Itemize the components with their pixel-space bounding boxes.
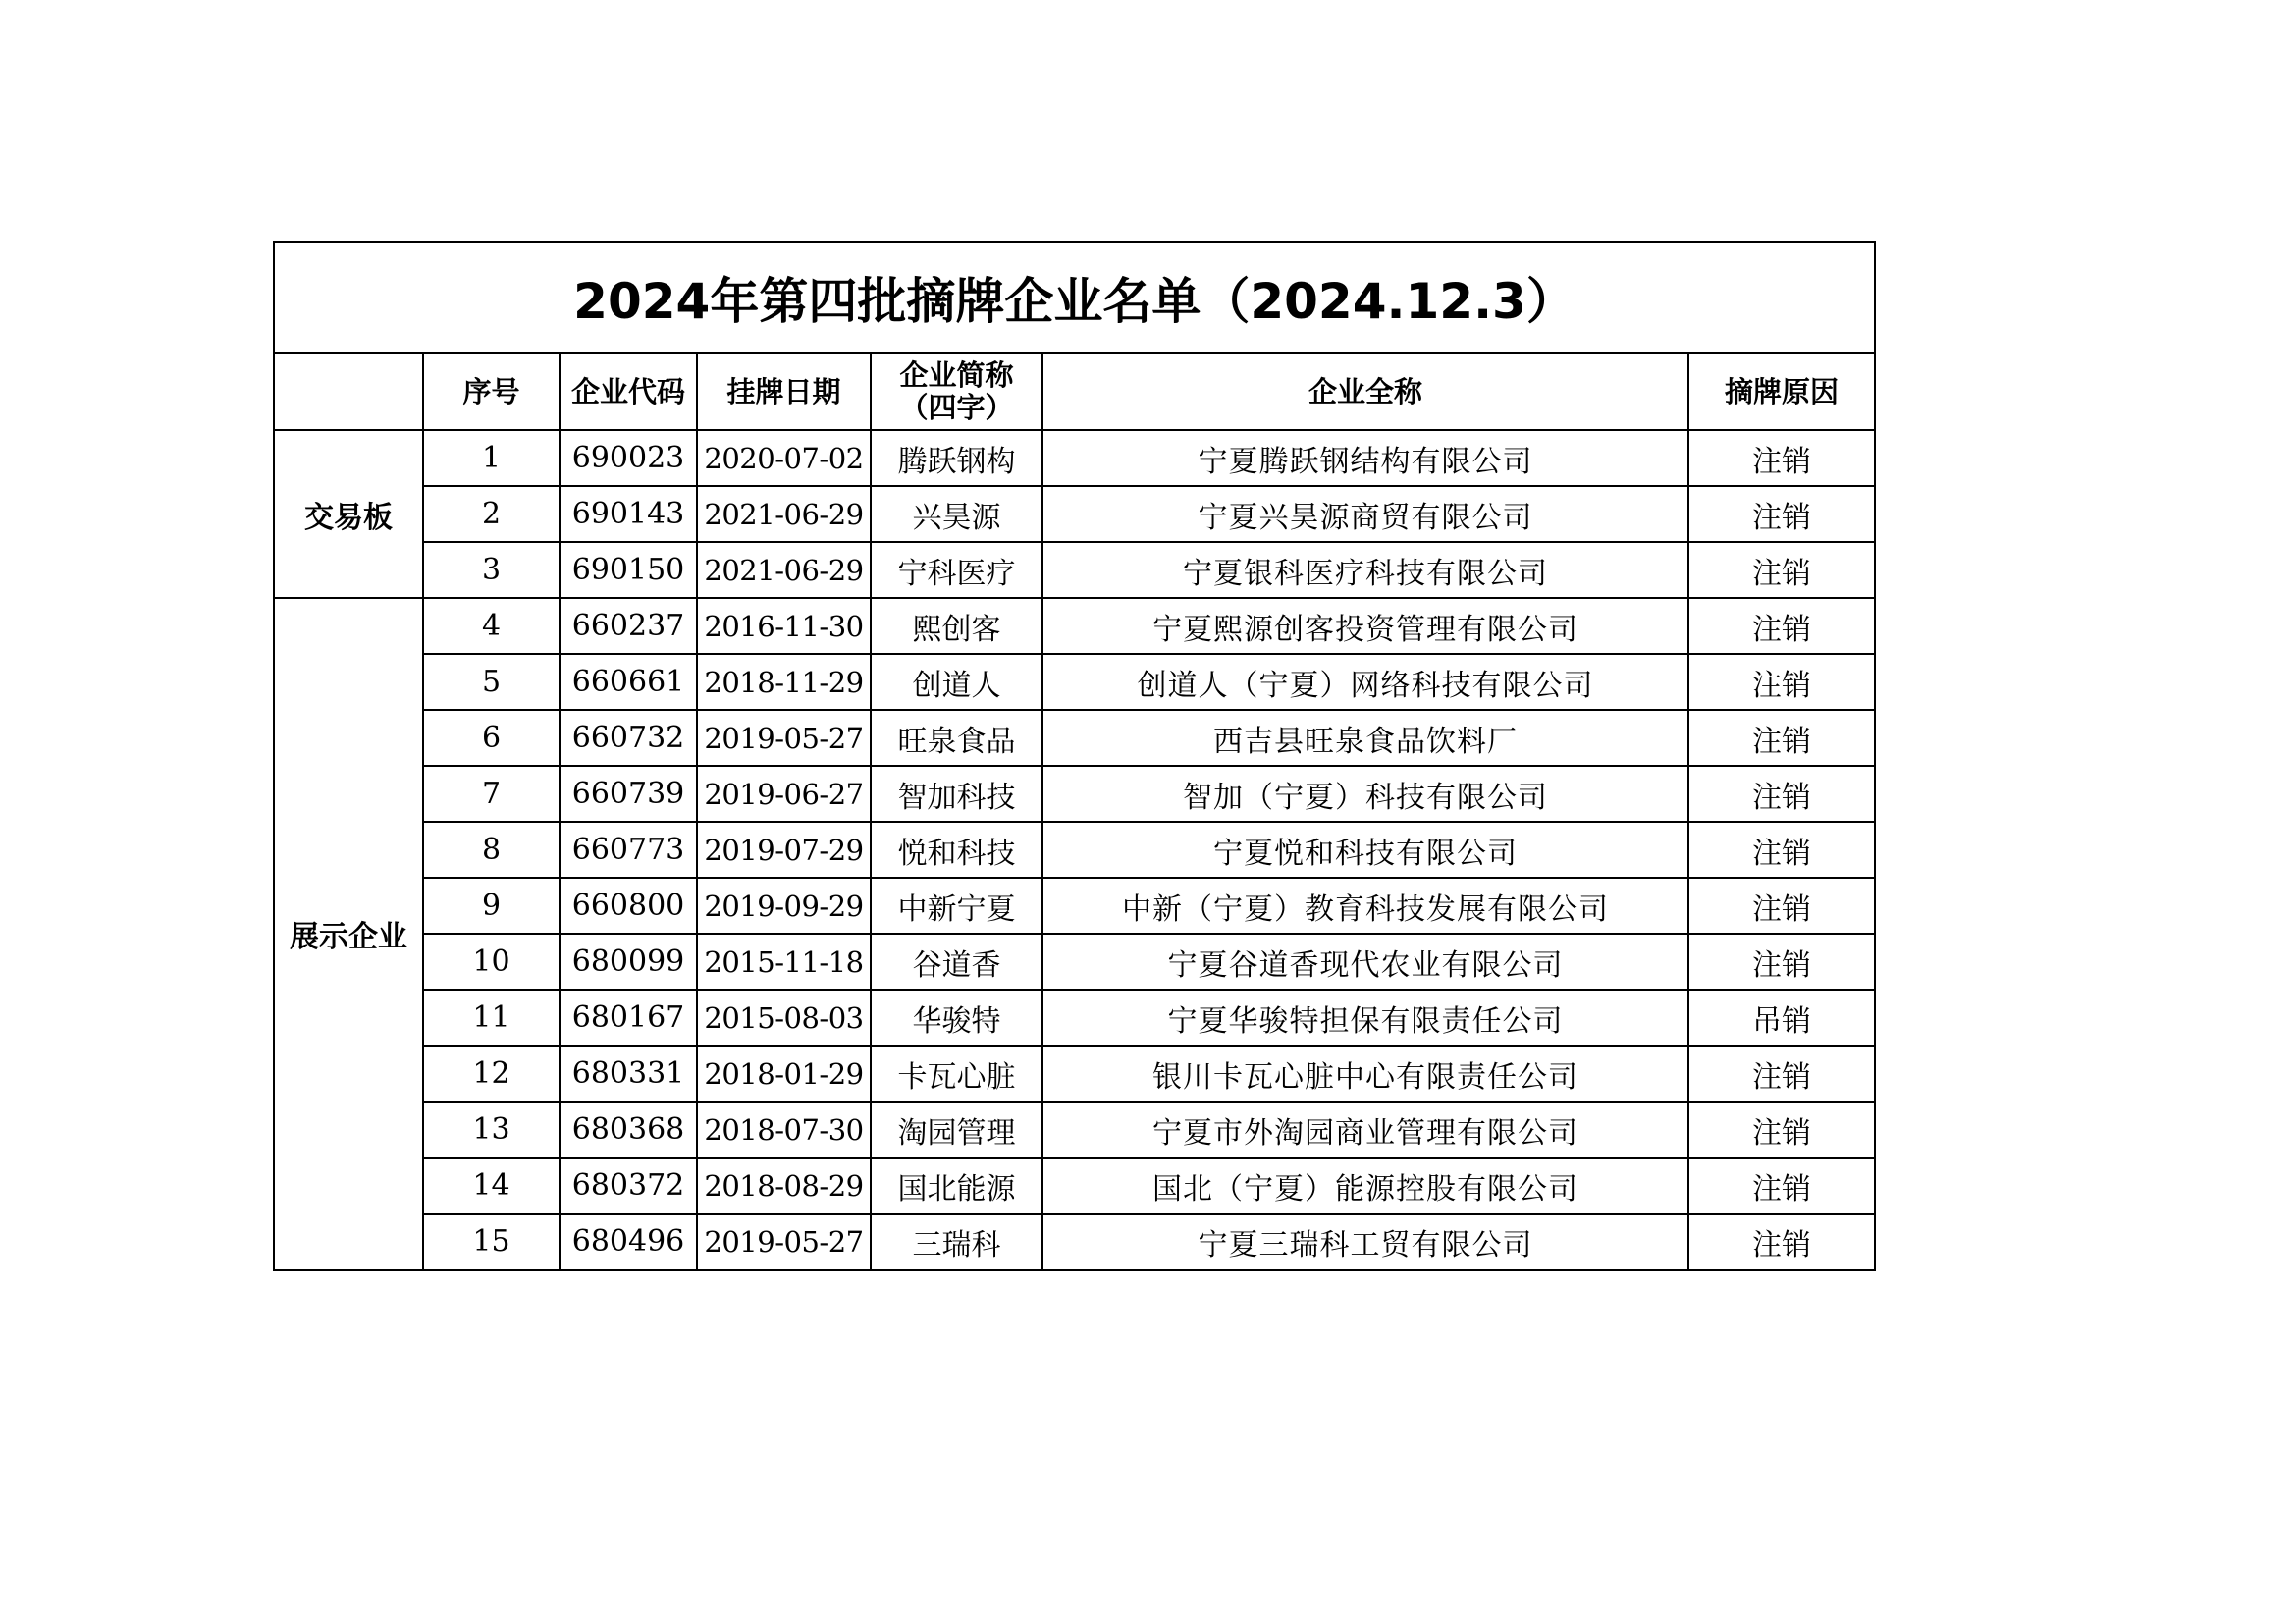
cell-full-name: 国北（宁夏）能源控股有限公司 <box>1042 1158 1688 1214</box>
delisting-table <box>273 241 1876 1271</box>
header-reason: 摘牌原因 <box>1688 353 1875 430</box>
cell-seq: 2 <box>423 486 560 542</box>
table-row <box>274 654 1875 710</box>
cell-reason: 注销 <box>1688 934 1875 990</box>
cell-code: 690023 <box>560 430 697 486</box>
cell-seq: 3 <box>423 542 560 598</box>
cell-reason: 注销 <box>1688 542 1875 598</box>
cell-full-name: 银川卡瓦心脏中心有限责任公司 <box>1042 1046 1688 1102</box>
cell-full-name: 西吉县旺泉食品饮料厂 <box>1042 710 1688 766</box>
cell-listing-date: 2019-09-29 <box>697 878 871 934</box>
header-short-name <box>871 353 1042 430</box>
table-row <box>274 878 1875 934</box>
cell-reason: 注销 <box>1688 1158 1875 1214</box>
cell-seq: 8 <box>423 822 560 878</box>
table-row <box>274 990 1875 1046</box>
cell-code: 660773 <box>560 822 697 878</box>
cell-listing-date: 2020-07-02 <box>697 430 871 486</box>
table-row <box>274 1046 1875 1102</box>
cell-code: 680372 <box>560 1158 697 1214</box>
cell-reason: 注销 <box>1688 822 1875 878</box>
cell-short-name: 中新宁夏 <box>871 878 1042 934</box>
cell-full-name: 宁夏三瑞科工贸有限公司 <box>1042 1214 1688 1270</box>
cell-listing-date: 2015-08-03 <box>697 990 871 1046</box>
header-short-name-line1: 企业简称 <box>899 358 1014 392</box>
cell-short-name: 旺泉食品 <box>871 710 1042 766</box>
group-showcase: 展示企业 <box>274 598 423 1270</box>
cell-short-name: 宁科医疗 <box>871 542 1042 598</box>
table-row <box>274 598 1875 654</box>
cell-seq: 4 <box>423 598 560 654</box>
table-row <box>274 710 1875 766</box>
header-listing-date: 挂牌日期 <box>697 353 871 430</box>
cell-short-name: 谷道香 <box>871 934 1042 990</box>
cell-full-name: 中新（宁夏）教育科技发展有限公司 <box>1042 878 1688 934</box>
cell-reason: 注销 <box>1688 878 1875 934</box>
cell-full-name: 宁夏华骏特担保有限责任公司 <box>1042 990 1688 1046</box>
header-full-name: 企业全称 <box>1042 353 1688 430</box>
table-row <box>274 430 1875 486</box>
header-group-blank <box>274 353 423 430</box>
cell-code: 680099 <box>560 934 697 990</box>
cell-listing-date: 2019-05-27 <box>697 710 871 766</box>
table-row <box>274 486 1875 542</box>
cell-short-name: 腾跃钢构 <box>871 430 1042 486</box>
cell-seq: 15 <box>423 1214 560 1270</box>
cell-listing-date: 2019-06-27 <box>697 766 871 822</box>
cell-reason: 注销 <box>1688 1046 1875 1102</box>
table-row <box>274 1102 1875 1158</box>
cell-seq: 11 <box>423 990 560 1046</box>
cell-full-name: 智加（宁夏）科技有限公司 <box>1042 766 1688 822</box>
cell-code: 660661 <box>560 654 697 710</box>
cell-listing-date: 2018-11-29 <box>697 654 871 710</box>
page-title: 2024年第四批摘牌企业名单（2024.12.3） <box>274 242 1875 353</box>
cell-short-name: 国北能源 <box>871 1158 1042 1214</box>
cell-full-name: 宁夏市外淘园商业管理有限公司 <box>1042 1102 1688 1158</box>
cell-listing-date: 2018-08-29 <box>697 1158 871 1214</box>
cell-seq: 9 <box>423 878 560 934</box>
cell-listing-date: 2018-01-29 <box>697 1046 871 1102</box>
cell-code: 680167 <box>560 990 697 1046</box>
cell-reason: 注销 <box>1688 766 1875 822</box>
cell-reason: 注销 <box>1688 654 1875 710</box>
cell-code: 660739 <box>560 766 697 822</box>
cell-code: 690143 <box>560 486 697 542</box>
cell-reason: 吊销 <box>1688 990 1875 1046</box>
group-trading-board: 交易板 <box>274 430 423 598</box>
cell-short-name: 悦和科技 <box>871 822 1042 878</box>
cell-seq: 13 <box>423 1102 560 1158</box>
cell-reason: 注销 <box>1688 1214 1875 1270</box>
cell-listing-date: 2021-06-29 <box>697 542 871 598</box>
cell-short-name: 卡瓦心脏 <box>871 1046 1042 1102</box>
cell-full-name: 宁夏谷道香现代农业有限公司 <box>1042 934 1688 990</box>
cell-seq: 14 <box>423 1158 560 1214</box>
cell-code: 680368 <box>560 1102 697 1158</box>
table-row <box>274 542 1875 598</box>
cell-seq: 5 <box>423 654 560 710</box>
table-row <box>274 1214 1875 1270</box>
cell-seq: 1 <box>423 430 560 486</box>
cell-full-name: 宁夏兴昊源商贸有限公司 <box>1042 486 1688 542</box>
table-row <box>274 1158 1875 1214</box>
cell-reason: 注销 <box>1688 486 1875 542</box>
cell-seq: 6 <box>423 710 560 766</box>
cell-full-name: 宁夏熙源创客投资管理有限公司 <box>1042 598 1688 654</box>
table-row <box>274 934 1875 990</box>
cell-full-name: 宁夏腾跃钢结构有限公司 <box>1042 430 1688 486</box>
cell-reason: 注销 <box>1688 1102 1875 1158</box>
cell-short-name: 淘园管理 <box>871 1102 1042 1158</box>
cell-short-name: 创道人 <box>871 654 1042 710</box>
cell-listing-date: 2015-11-18 <box>697 934 871 990</box>
cell-short-name: 智加科技 <box>871 766 1042 822</box>
cell-code: 680496 <box>560 1214 697 1270</box>
cell-listing-date: 2018-07-30 <box>697 1102 871 1158</box>
cell-code: 660800 <box>560 878 697 934</box>
cell-code: 680331 <box>560 1046 697 1102</box>
cell-reason: 注销 <box>1688 430 1875 486</box>
cell-seq: 10 <box>423 934 560 990</box>
header-seq: 序号 <box>423 353 560 430</box>
cell-full-name: 创道人（宁夏）网络科技有限公司 <box>1042 654 1688 710</box>
cell-short-name: 兴昊源 <box>871 486 1042 542</box>
cell-full-name: 宁夏银科医疗科技有限公司 <box>1042 542 1688 598</box>
cell-short-name: 三瑞科 <box>871 1214 1042 1270</box>
cell-code: 690150 <box>560 542 697 598</box>
cell-listing-date: 2016-11-30 <box>697 598 871 654</box>
header-short-name-line2: （四字） <box>899 391 1014 424</box>
header-row <box>274 353 1875 430</box>
cell-code: 660732 <box>560 710 697 766</box>
cell-reason: 注销 <box>1688 710 1875 766</box>
cell-code: 660237 <box>560 598 697 654</box>
cell-listing-date: 2019-07-29 <box>697 822 871 878</box>
cell-short-name: 华骏特 <box>871 990 1042 1046</box>
table-row <box>274 822 1875 878</box>
cell-listing-date: 2019-05-27 <box>697 1214 871 1270</box>
table-row <box>274 766 1875 822</box>
cell-listing-date: 2021-06-29 <box>697 486 871 542</box>
cell-reason: 注销 <box>1688 598 1875 654</box>
header-code: 企业代码 <box>560 353 697 430</box>
cell-seq: 12 <box>423 1046 560 1102</box>
cell-short-name: 熙创客 <box>871 598 1042 654</box>
cell-full-name: 宁夏悦和科技有限公司 <box>1042 822 1688 878</box>
cell-seq: 7 <box>423 766 560 822</box>
